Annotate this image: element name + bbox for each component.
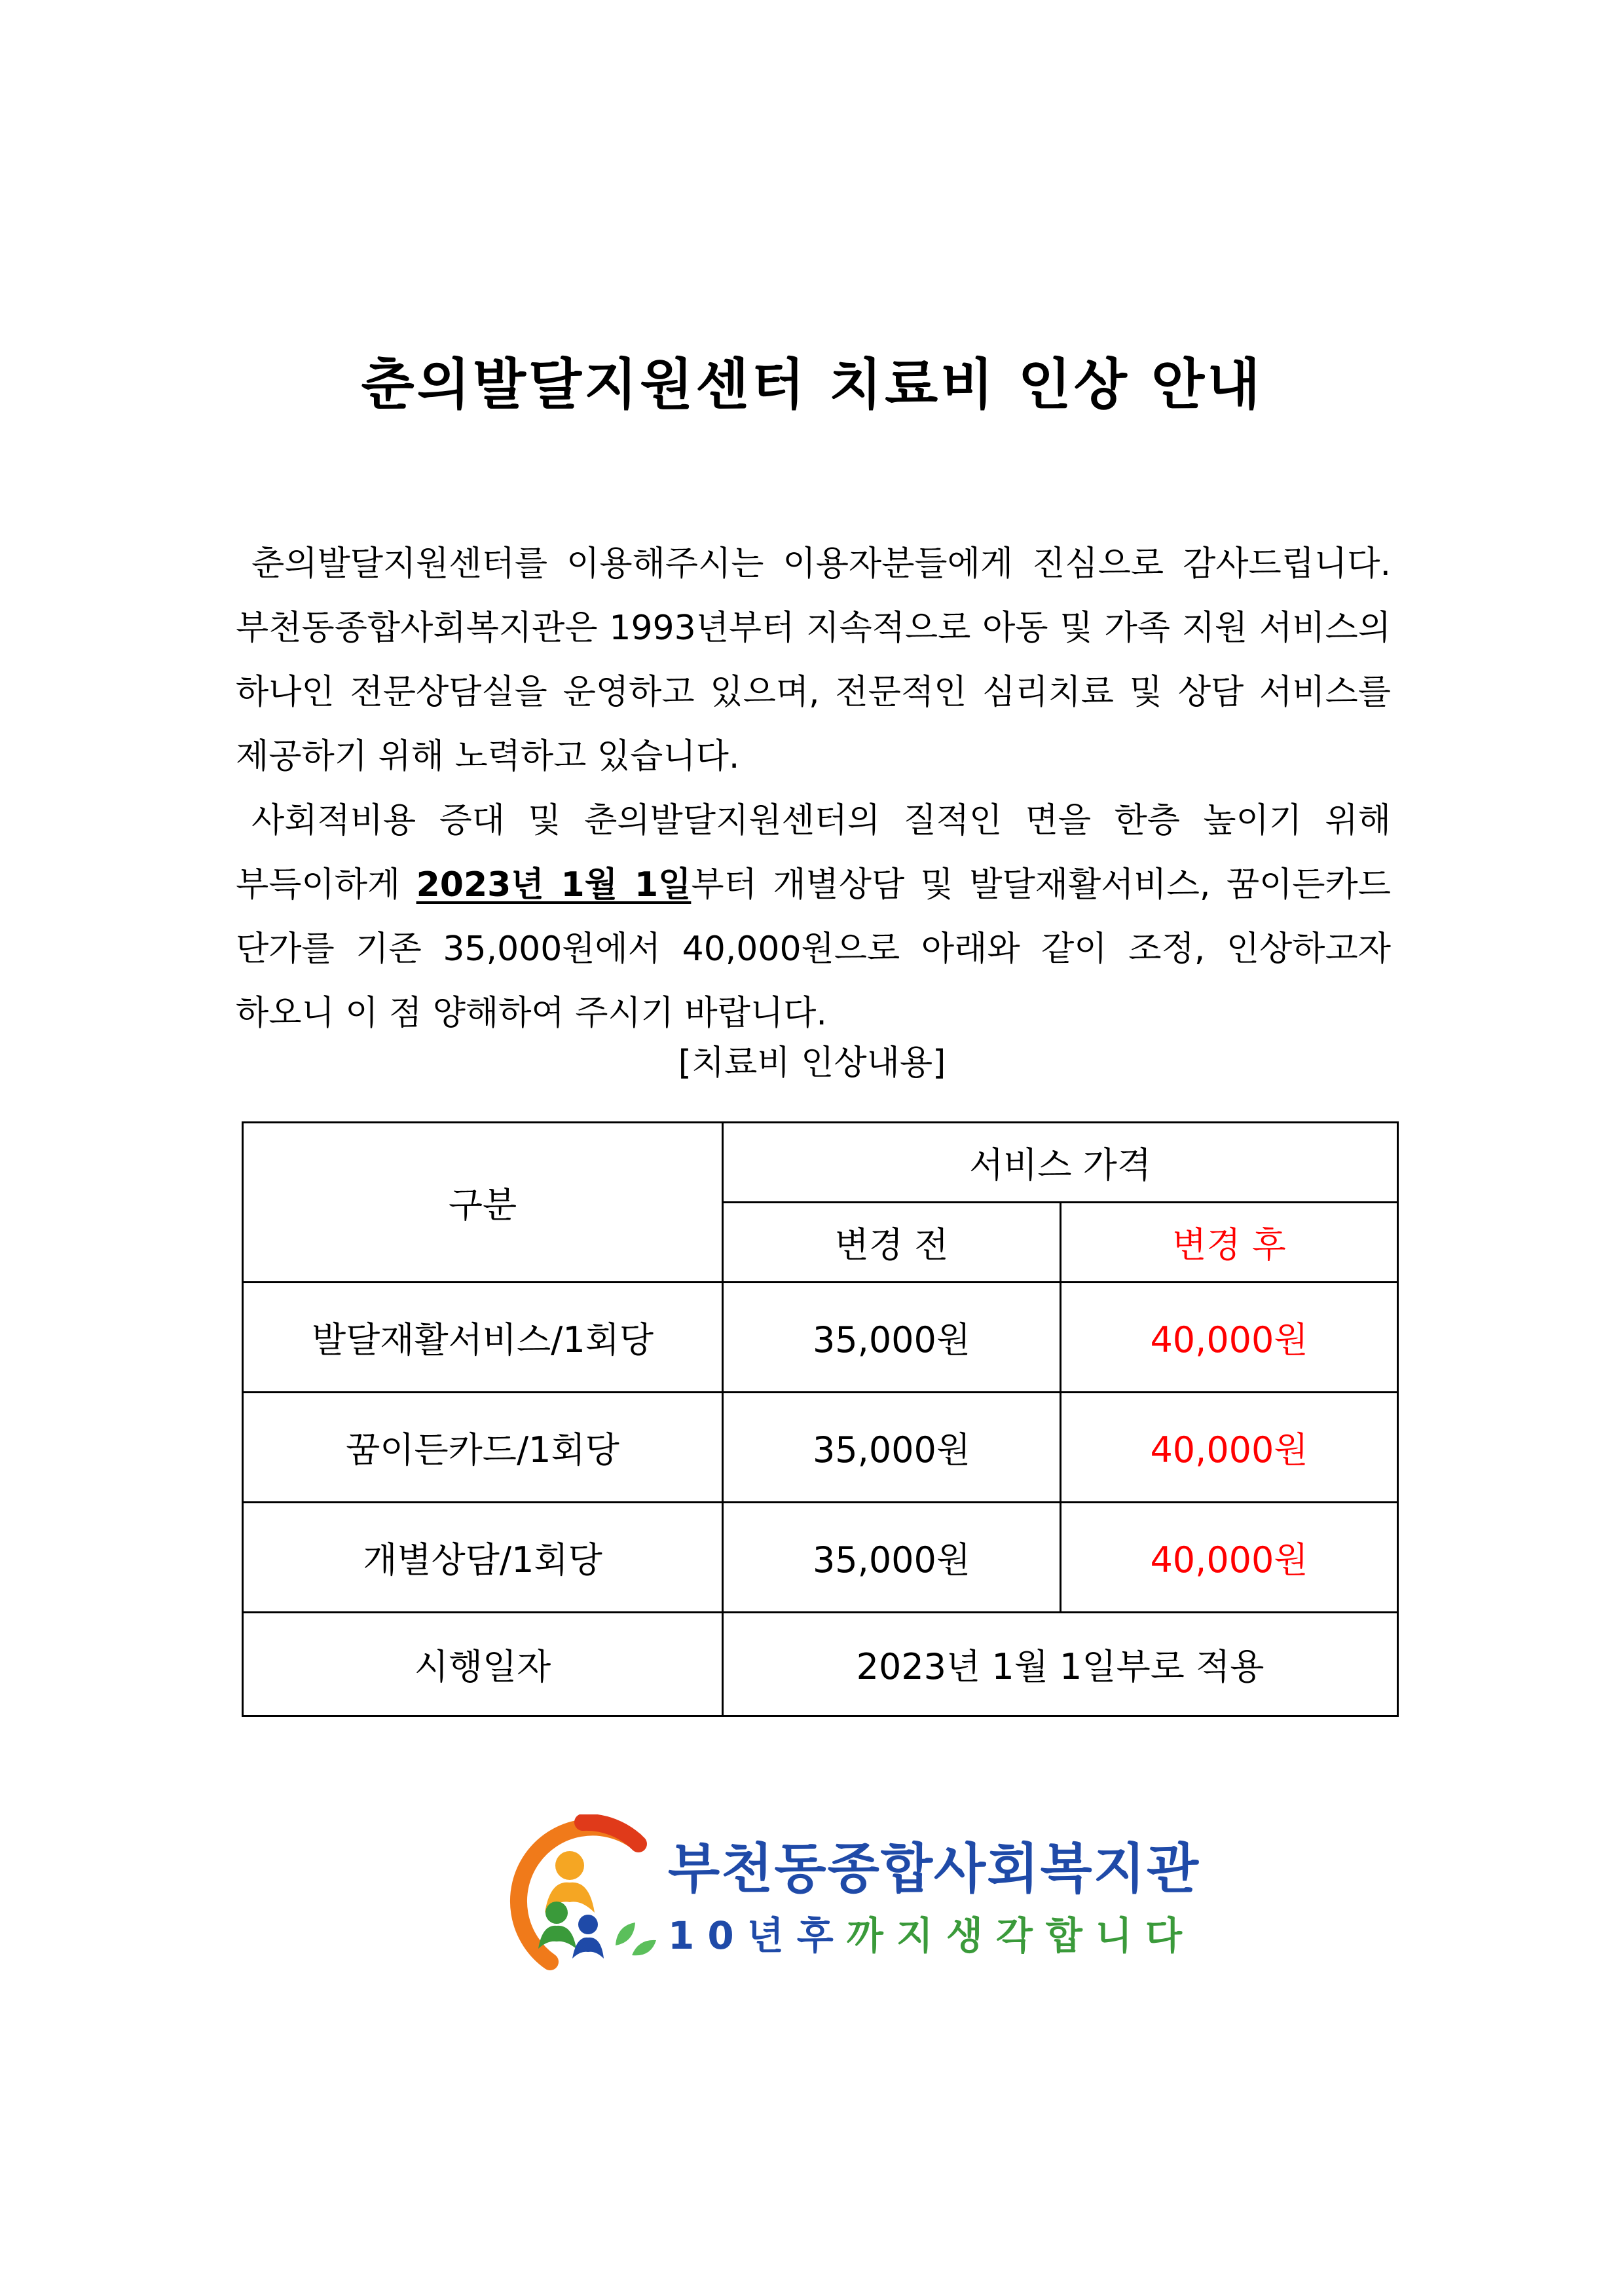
header-service-price: 서비스 가격: [723, 1123, 1398, 1203]
row-category: 개별상담/1회당: [243, 1503, 723, 1613]
table-footer-row: [243, 1613, 1398, 1716]
footer-value: 2023년 1월 1일부로 적용: [723, 1613, 1398, 1716]
row-price-after: 40,000원: [1061, 1283, 1398, 1393]
paragraph-notice-after: 부터 개별상담 및 발달재활서비스, 꿈이든카드 단가를 기존 35,000원에서 40,000원으로 아래와 같이 조정, 인상하고자 하오니 이 점 양해하여 주시기 바랍니다.: [236, 865, 1391, 1033]
paragraph-notice-before: 사회적비용 증대 및 춘의발달지원센터의 질적인 면을 한층 높이기 위해 부득이하게: [236, 801, 1391, 905]
row-price-after: 40,000원: [1061, 1393, 1398, 1503]
footer-label: 시행일자: [243, 1613, 723, 1716]
table-caption: [치료비 인상내용]: [678, 1043, 946, 1083]
notice-body: [236, 532, 1391, 1045]
table-row: [243, 1283, 1398, 1393]
header-after: 변경 후: [1061, 1203, 1398, 1283]
welfare-center-logo: [504, 1814, 1200, 1972]
logo-slogan-part2: 까지생각합니다: [846, 1913, 1195, 1958]
header-before: 변경 전: [723, 1203, 1061, 1283]
table-row: [243, 1503, 1398, 1613]
fee-table: [242, 1121, 1399, 1717]
paragraph-intro: 춘의발달지원센터를 이용해주시는 이용자분들에게 진심으로 감사드립니다. 부천동종합사회복지관은 1993년부터 지속적으로 아동 및 가족 지원 서비스의 하나인 전문상담실을 운영하고 있으며, 전문적인 심리치료 및 상담 서비스를 제공하기 위해 노력하고 있습니다.: [236, 544, 1391, 776]
paragraph-notice: [236, 789, 1391, 1045]
table-row: [243, 1393, 1398, 1503]
logo-slogan: [668, 1905, 1195, 1960]
logo-name: 부천동종합사회복지관: [668, 1838, 1200, 1900]
logo-slogan-part1: 10년후: [668, 1913, 847, 1958]
page-title: 춘의발달지원센터 치료비 인상 안내: [361, 352, 1263, 417]
row-category: 발달재활서비스/1회당: [243, 1283, 723, 1393]
effective-date-highlight: 2023년 1월 1일: [416, 865, 692, 905]
welfare-center-logo-icon: [504, 1814, 661, 1972]
header-category: 구분: [243, 1123, 723, 1283]
row-category: 꿈이든카드/1회당: [243, 1393, 723, 1503]
row-price-before: 35,000원: [723, 1503, 1061, 1613]
row-price-before: 35,000원: [723, 1393, 1061, 1503]
row-price-after: 40,000원: [1061, 1503, 1398, 1613]
table-header-row: [243, 1123, 1398, 1203]
row-price-before: 35,000원: [723, 1283, 1061, 1393]
